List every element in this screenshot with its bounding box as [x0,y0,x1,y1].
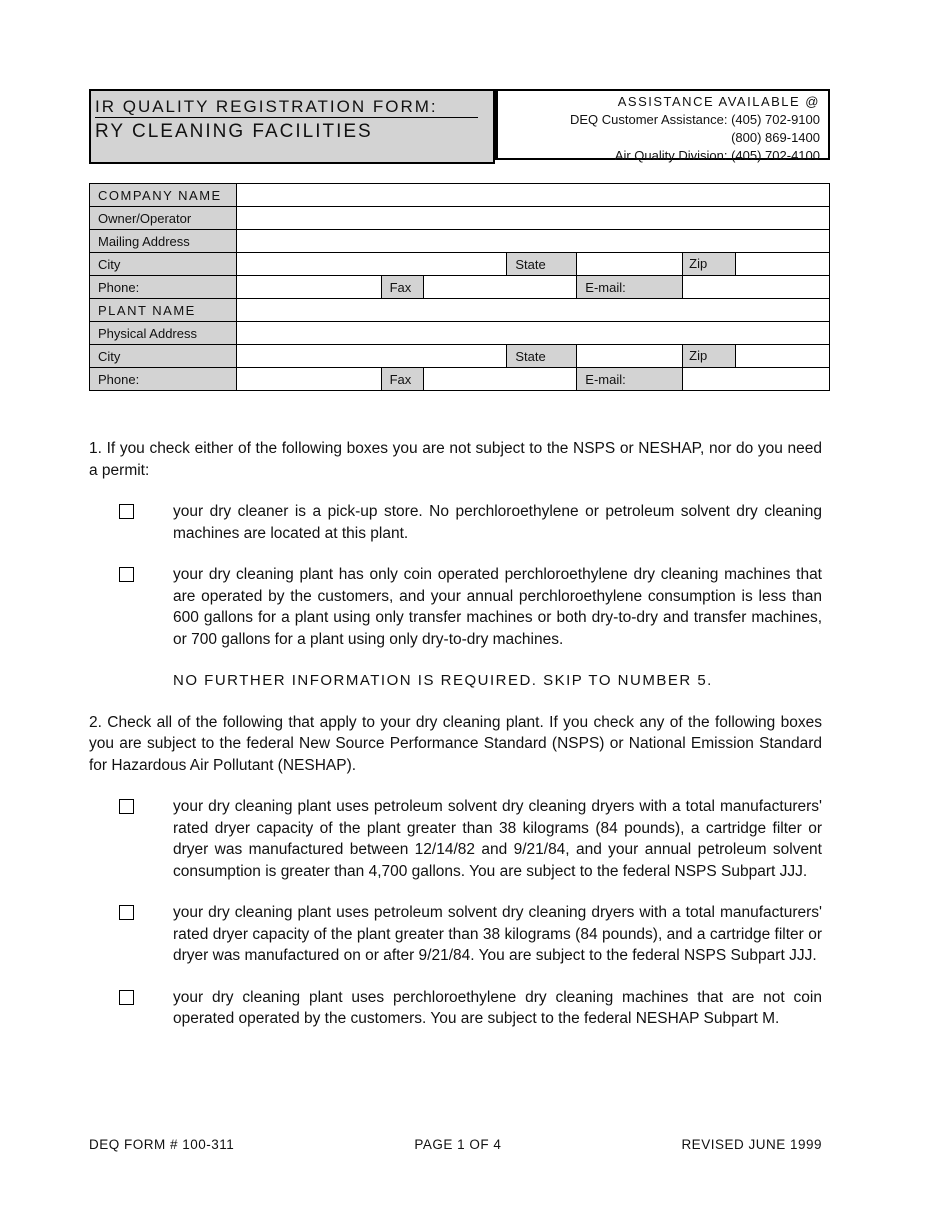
assistance-customer-phone: DEQ Customer Assistance: (405) 702-9100 [569,112,820,127]
assistance-toll-free-phone: (800) 869-1400 [731,130,820,145]
section2-intro: 2. Check all of the following that apply to your dry cleaning plant. If you check any of the following boxes you are subject to the federal New Source Performance Standard (NSPS) or National Emission Standard for Hazardous Air Pollutant (NESHAP). [89,713,822,774]
owner-operator-label: Owner/Operator [90,207,237,230]
company-phone-field[interactable] [236,276,381,299]
company-fax-label: Fax [381,276,423,299]
section1-item-pickup-store [89,501,822,544]
mailing-address-label: Mailing Address [90,230,237,253]
section1-item-text: your dry cleaning plant has only coin operated perchloroethylene dry cleaning machines that are operated by the customers, and your annual perchloroethylene consumption is less than 600 gallons for a plant using only transfer machines or both dry-to-dry and transfer machines, or 700 gallons for a plant using only dry-to-dry machines. [173,566,822,648]
plant-phone-label: Phone: [90,368,237,391]
plant-zip-label: Zip [683,345,736,367]
registration-info-table [89,183,830,391]
company-city-field[interactable] [236,253,506,276]
assistance-box [495,89,830,163]
company-phone-label: Phone: [90,276,237,299]
section1-intro: 1. If you check either of the following boxes you are not subject to the NSPS or NESHAP, nor do you need a permit: [89,440,822,479]
plant-name-field[interactable] [236,299,829,322]
company-zip-label: Zip [683,253,736,275]
company-city-row [90,253,830,276]
company-zip-cell [683,253,830,276]
form-header [89,89,830,164]
section1-item-text: your dry cleaner is a pick-up store. No perchloroethylene or petroleum solvent dry cleaning machines are located at this plant. [173,503,822,542]
plant-state-field[interactable] [577,345,683,368]
pickup-store-checkbox[interactable] [119,504,134,519]
company-fax-field[interactable] [423,276,577,299]
section1-notice: NO FURTHER INFORMATION IS REQUIRED. SKIP TO NUMBER 5. [173,672,713,689]
company-name-label: COMPANY NAME [90,184,237,207]
assistance-title: ASSISTANCE AVAILABLE @ [617,94,820,109]
plant-fax-field[interactable] [423,368,577,391]
owner-operator-row [90,207,830,230]
plant-fax-label: Fax [381,368,423,391]
company-email-label: E-mail: [577,276,683,299]
company-name-field[interactable] [236,184,829,207]
page-number: PAGE 1 OF 4 [414,1137,502,1152]
plant-zip-field[interactable] [736,345,829,367]
form-title-box [89,89,495,164]
plant-name-row [90,299,830,322]
physical-address-row [90,322,830,345]
plant-email-label: E-mail: [577,368,683,391]
petroleum-1984-checkbox[interactable] [119,905,134,920]
company-city-label: City [90,253,237,276]
owner-operator-field[interactable] [236,207,829,230]
plant-city-field[interactable] [236,345,506,368]
petroleum-1982-checkbox[interactable] [119,799,134,814]
section2-item-text: your dry cleaning plant uses petroleum solvent dry cleaning dryers with a total manufacturers' rated dryer capacity of the plant greater than 38 kilograms (84 pounds), a cartridge filter or dryer was manufactured between 12/14/82 and 9/21/84, and your annual petroleum solvent consumption is greater than 4,700 gallons. You are subject to the federal NSPS Subpart JJJ. [173,798,822,880]
plant-zip-cell [683,345,830,368]
revision-date: REVISED JUNE 1999 [681,1137,822,1152]
plant-phone-row [90,368,830,391]
plant-name-label: PLANT NAME [90,299,237,322]
assistance-air-quality-phone: Air Quality Division: (405) 702-4100 [614,148,820,163]
mailing-address-row [90,230,830,253]
form-number: DEQ FORM # 100-311 [89,1137,235,1152]
company-state-field[interactable] [577,253,683,276]
company-state-label: State [507,253,577,276]
coin-operated-checkbox[interactable] [119,567,134,582]
plant-state-label: State [507,345,577,368]
physical-address-label: Physical Address [90,322,237,345]
form-content [89,438,822,1030]
plant-phone-field[interactable] [236,368,381,391]
form-title-line1: IR QUALITY REGISTRATION FORM: [95,97,478,118]
section1-item-coin-operated [89,564,822,650]
form-title-line2: RY CLEANING FACILITIES [95,121,373,142]
physical-address-field[interactable] [236,322,829,345]
mailing-address-field[interactable] [236,230,829,253]
section2-item-text: your dry cleaning plant uses petroleum solvent dry cleaning dryers with a total manufacturers' rated dryer capacity of the plant greater than 38 kilograms (84 pounds), and a cartridge filter or dryer was manufactured on or after 9/21/84. You are subject to the federal NSPS Subpart JJJ. [173,904,822,964]
section2-item-petroleum-1984 [89,902,822,967]
section2-item-text: your dry cleaning plant uses perchloroethylene dry cleaning machines that are not coin operated operated by the customers. You are subject to the federal NESHAP Subpart M. [173,988,822,1027]
company-name-row [90,184,830,207]
section2-item-petroleum-1982 [89,796,822,882]
plant-city-label: City [90,345,237,368]
perchloroethylene-checkbox[interactable] [119,990,134,1005]
plant-email-field[interactable] [683,368,830,391]
page-footer [89,1137,822,1152]
plant-city-row [90,345,830,368]
company-email-field[interactable] [683,276,830,299]
section2-item-perchloroethylene [89,987,822,1030]
company-phone-row [90,276,830,299]
company-zip-field[interactable] [736,253,829,275]
